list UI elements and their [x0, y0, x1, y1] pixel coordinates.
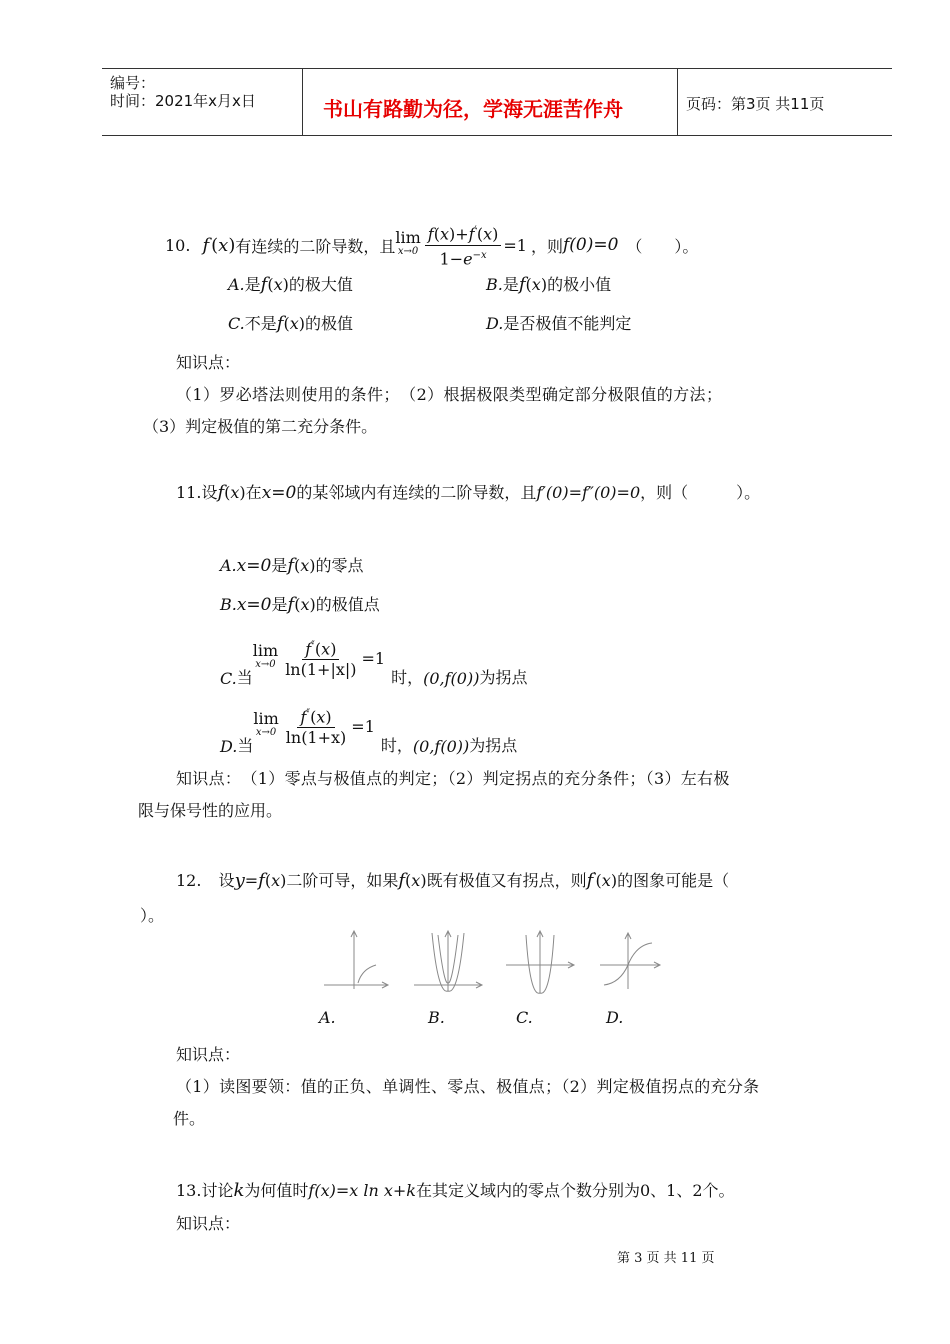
q12-knowledge-line-2: 件。	[173, 1109, 206, 1128]
q10-fraction-numerator: f(x)+f′(x)	[425, 222, 502, 245]
q10-fraction	[425, 222, 502, 268]
q12-knowledge-line-1: （1）读图要领：值的正负、单调性、零点、极值点；（2）判定极值拐点的充分条	[176, 1077, 760, 1096]
q13-knowledge-label: 知识点：	[176, 1214, 241, 1233]
header-motto: 书山有路勤为径，学海无涯苦作舟	[323, 97, 623, 121]
q11-option-a: A.x=0是f(x)的零点	[220, 555, 364, 576]
header-divider-left	[302, 68, 303, 136]
q12-graph-a	[318, 925, 398, 995]
q12-graph-label-d: D.	[606, 1008, 624, 1027]
q10-limit	[395, 228, 421, 259]
footer-page-number: 第 3 页 共 11 页	[617, 1251, 715, 1266]
q11-number: 11.	[176, 483, 202, 502]
q12-graph-d	[594, 925, 674, 995]
q11-d-fraction: $\frac{f''(x)}{\ln(1+x)}$	[283, 705, 350, 747]
q12-graph-label-b: B.	[428, 1008, 445, 1027]
q11-knowledge-line-1: 知识点： （1）零点与极值点的判定；（2）判定拐点的充分条件；（3）左右极	[176, 769, 730, 788]
q10-eq1: =1	[503, 235, 527, 255]
q11-c-fraction: $\frac{f''(x)}{\ln(1+|x|)}$	[282, 637, 359, 679]
q11-option-d: D. 当 lim x→0 $\frac{f''(x)}{\ln(1+x)}$ =1 时， (0,f(0)) 为拐点	[220, 696, 517, 756]
header-page-info: 页码：第3页 共11页	[686, 95, 825, 113]
q10-f0: f(0)=0	[562, 235, 619, 255]
q11-stem: 11.设f(x)在x=0的某邻域内有连续的二阶导数，且f′(0)=f″(0)=0，则（ ）。	[176, 482, 761, 503]
header-divider-right	[677, 68, 678, 136]
q10-option-a: A.是f(x)的极大值	[228, 274, 353, 295]
q12-graph-label-c: C.	[516, 1008, 533, 1027]
q10-option-c: C.不是f(x)的极值	[228, 313, 353, 334]
q13-formula: f(x)=x ln x+k	[308, 1181, 416, 1200]
q10-stem-text-b: ，则	[530, 236, 563, 256]
q11-c-denominator: ln(1+|x|)	[285, 660, 357, 680]
q10-lim-word: lim	[395, 228, 421, 247]
q11-x-eq-0: x=0	[261, 483, 297, 503]
header-time: 时间：2021年x月x日	[110, 92, 256, 110]
q10-stem-text-c: （ ）。	[626, 236, 699, 256]
graph-a-curve	[358, 965, 376, 983]
q10-fraction-denominator: $1-e^{-x}$	[439, 248, 487, 268]
q12-knowledge-label: 知识点：	[176, 1045, 241, 1064]
q13-number: 13.	[176, 1181, 202, 1200]
q10-number: 10.	[165, 235, 191, 255]
header-code-label: 编号：	[110, 74, 156, 92]
q10-option-b: B.是f(x)的极小值	[486, 274, 612, 295]
header-bottom-rule	[102, 135, 892, 136]
q12-stem-tail: ）。	[140, 906, 165, 925]
q12-stem: 12. 设y=f(x)二阶可导，如果f(x)既有极值又有拐点，则f′(x)的图象可能是（	[176, 870, 730, 891]
q11-option-b: B.x=0是f(x)的极值点	[220, 594, 380, 615]
q11-d-denominator: ln(1+x)	[285, 728, 347, 748]
q10-fx: f	[202, 234, 210, 256]
header-top-rule	[102, 68, 892, 69]
q12-graph-c	[500, 925, 580, 995]
q10-stem-text-a: 有连续的二阶导数，且	[235, 236, 396, 256]
q11-condition: f′(0)=f″(0)=0	[536, 483, 641, 502]
q10-option-d: D.是否极值不能判定	[486, 314, 632, 333]
q10-knowledge-label: 知识点：	[176, 353, 241, 372]
q13-stem: 13.讨论k为何值时f(x)=x ln x+k在其定义域内的零点个数分别为0、1、2个。	[176, 1180, 735, 1201]
q12-number: 12.	[176, 871, 202, 890]
q10-knowledge-line-2: （3）判定极值的第二充分条件。	[143, 417, 378, 436]
q10-lim-sub: x→0	[397, 246, 419, 257]
q10-knowledge-line-1: （1）罗必塔法则使用的条件； （2）根据极限类型确定部分极限值的方法；	[176, 385, 723, 404]
q10-stem: 10. f ( x ) 有连续的二阶导数，且 lim x→0 $\frac{f(x)+f'(x)}{1-e^{-x}}$ =1 ，则 f(0)=0 （ ）。	[165, 200, 698, 290]
q11-knowledge-line-2: 限与保号性的应用。	[138, 801, 283, 820]
q12-graph-label-a: A.	[319, 1008, 336, 1027]
q11-option-c: C. 当 lim x→0 $\frac{f''(x)}{\ln(1+|x|)}$ =1 时， (0,f(0)) 为拐点	[220, 628, 527, 688]
q12-graph-b	[408, 925, 488, 995]
